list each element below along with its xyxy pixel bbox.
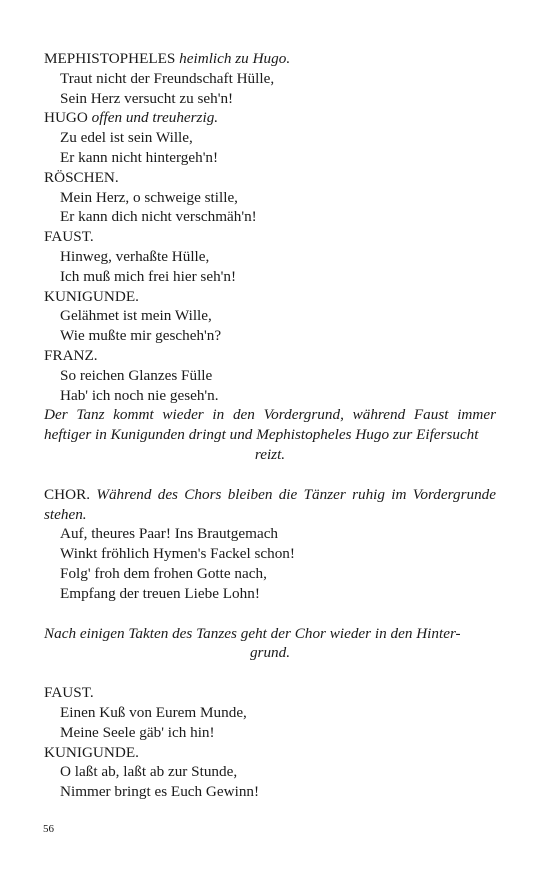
stage-direction-tail: reizt. xyxy=(254,445,286,463)
speaker-name: KUNIGUNDE. xyxy=(44,743,139,761)
verse-line: Er kann dich nicht verschmäh'n! xyxy=(60,208,257,226)
verse-line: Folg' froh dem frohen Gotte nach, xyxy=(60,564,267,582)
verse-line: Einen Kuß von Eurem Munde, xyxy=(60,703,247,721)
spacer xyxy=(44,604,496,624)
verse-line: Traut nicht der Freundschaft Hülle, xyxy=(60,69,275,87)
verse-line: Wie mußte mir gescheh'n? xyxy=(60,327,222,345)
speech-faust xyxy=(44,227,496,286)
speaker-name: FAUST. xyxy=(44,684,94,702)
stage-direction-paragraph xyxy=(44,624,496,664)
page-text xyxy=(44,49,496,802)
verse-line: Winkt fröhlich Hymen's Fackel schon! xyxy=(60,545,295,563)
stage-direction-tail: grund. xyxy=(249,644,291,662)
stage-direction-text: Nach einigen Takten des Tanzes geht der Chor wieder in den Hinter- xyxy=(44,624,461,642)
verse-line: Er kann nicht hintergeh'n! xyxy=(60,148,219,166)
speech-hugo xyxy=(44,108,496,167)
speech-franz xyxy=(44,346,496,405)
speaker-name: KUNIGUNDE. xyxy=(44,287,139,305)
speech-kunigunde xyxy=(44,743,496,802)
stage-direction-paragraph xyxy=(44,405,496,464)
speech-mephistopheles xyxy=(44,49,496,108)
verse-line: O laßt ab, laßt ab zur Stunde, xyxy=(60,763,238,781)
speaker-name: FAUST. xyxy=(44,228,94,246)
verse-line: Hinweg, verhaßte Hülle, xyxy=(60,247,210,265)
verse-line: Ich muß mich frei hier seh'n! xyxy=(60,267,237,285)
spacer xyxy=(44,465,496,485)
page-number: 56 xyxy=(43,823,54,835)
stage-direction-text: Der Tanz kommt wieder in den Vordergrund, während Faust immer heftiger in Kunigunden dringt und Mephistopheles Hugo zur Eifersucht xyxy=(44,406,496,444)
spacer xyxy=(44,663,496,683)
speaker-name: CHOR. xyxy=(44,485,90,503)
verse-line: Zu edel ist sein Wille, xyxy=(60,129,193,147)
verse-line: Sein Herz versucht zu seh'n! xyxy=(60,89,234,107)
verse-line: Auf, theures Paar! Ins Brautgemach xyxy=(60,525,279,543)
speaker-name: HUGO xyxy=(44,109,88,127)
verse-line: So reichen Glanzes Fülle xyxy=(60,366,213,384)
speaker-name: MEPHISTOPHELES xyxy=(44,50,176,67)
speaker-name: FRANZ. xyxy=(44,346,98,364)
verse-line: Meine Seele gäb' ich hin! xyxy=(60,723,215,741)
verse-line: Mein Herz, o schweige stille, xyxy=(60,188,238,206)
speech-kunigunde xyxy=(44,287,496,346)
speech-faust xyxy=(44,683,496,742)
verse-line: Nimmer bringt es Euch Gewinn! xyxy=(60,783,260,801)
verse-line: Gelähmet ist mein Wille, xyxy=(60,307,212,325)
verse-line: Empfang der treuen Liebe Lohn! xyxy=(60,584,260,602)
speaker-name: RÖSCHEN. xyxy=(44,168,119,186)
stage-direction: heimlich zu Hugo. xyxy=(179,50,291,67)
stage-direction: offen und treuherzig. xyxy=(91,109,219,127)
speech-chor xyxy=(44,485,496,604)
verse-line: Hab' ich noch nie geseh'n. xyxy=(60,386,219,404)
stage-direction: Während des Chors bleiben die Tänzer ruhig im Vordergrunde stehen. xyxy=(44,485,497,523)
speech-roeschen xyxy=(44,168,496,227)
